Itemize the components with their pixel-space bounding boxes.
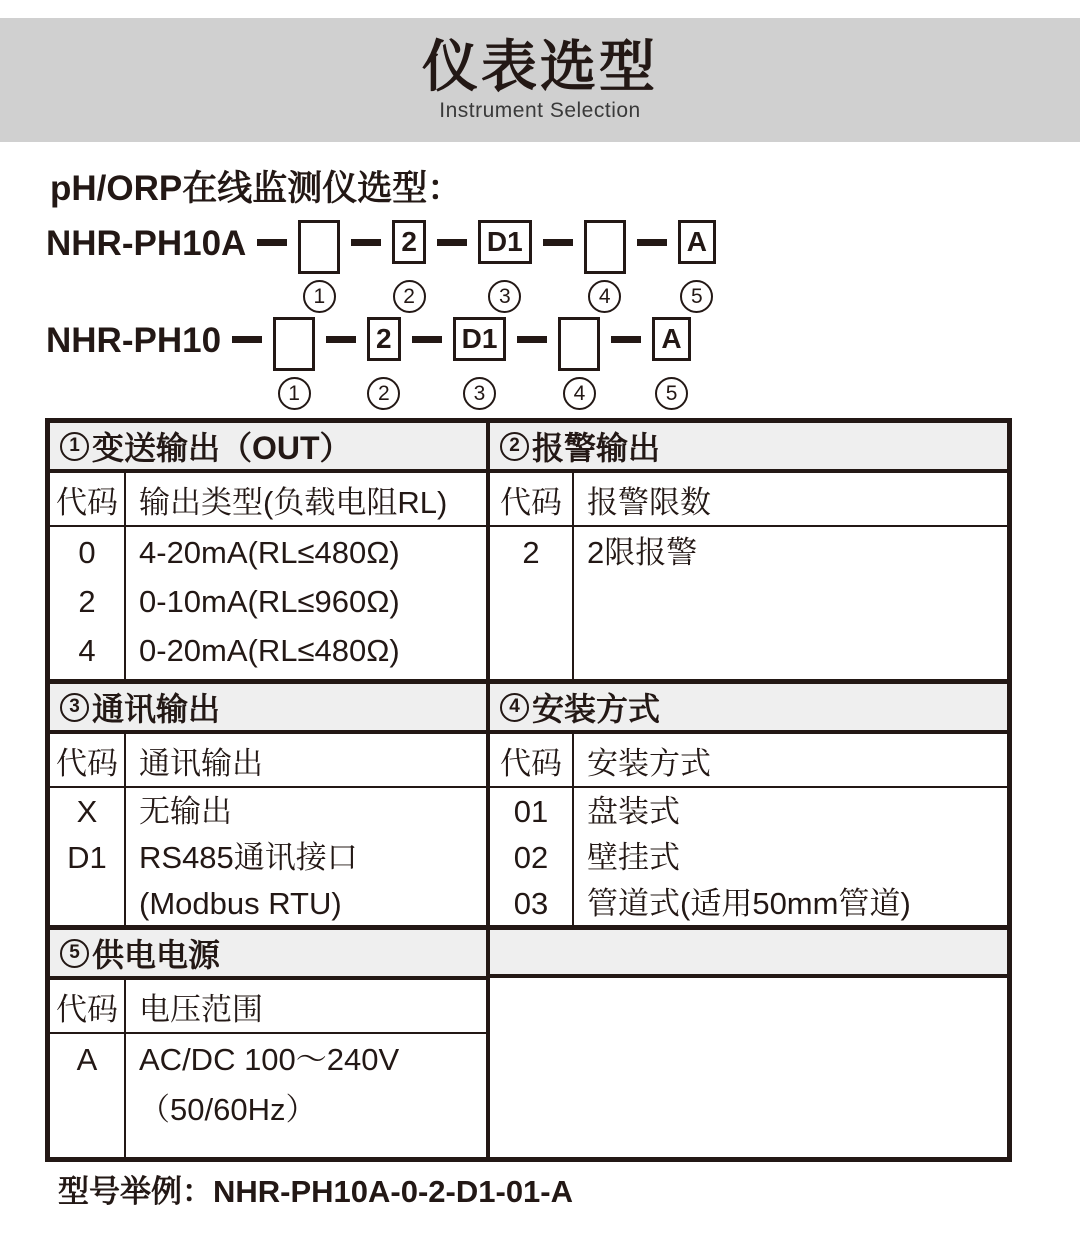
- code-box: D1: [453, 317, 507, 361]
- desc-values: [574, 788, 1007, 927]
- code-box-area: [478, 220, 532, 276]
- band-data: [490, 788, 1007, 927]
- circled-number-icon: 5: [60, 939, 89, 968]
- dash-separator: [611, 336, 641, 343]
- desc-value: (Modbus RTU): [139, 886, 342, 921]
- dash-separator: [412, 336, 442, 343]
- code-box: 2: [367, 317, 401, 361]
- band-title: 安装方式: [532, 691, 661, 727]
- code-box: D1: [478, 220, 532, 264]
- code-slot-4: [584, 220, 626, 313]
- band-section-empty: [486, 930, 1007, 1157]
- circled-number-icon: 3: [463, 377, 496, 410]
- code-column-header: 代码: [490, 473, 574, 525]
- circled-number-icon: 2: [500, 432, 529, 461]
- code-slot-1: [273, 317, 315, 410]
- code-box-area: [678, 220, 716, 276]
- desc-column-header: 电压范围: [139, 991, 263, 1027]
- code-value: 01: [513, 794, 549, 829]
- code-box: [273, 317, 315, 371]
- circled-number-icon: 5: [680, 280, 713, 313]
- model-code-diagram: [0, 220, 1080, 410]
- code-box: [298, 220, 340, 274]
- dash-separator: [543, 239, 573, 246]
- desc-column-header: 通讯输出: [139, 745, 263, 781]
- dash-separator: [637, 239, 667, 246]
- circled-number-icon: 1: [303, 280, 336, 313]
- band-header: [50, 684, 486, 734]
- band-header: [50, 930, 486, 980]
- circled-number-icon: 3: [488, 280, 521, 313]
- band-section-power-supply: [50, 930, 486, 1157]
- code-slot-3: [478, 220, 532, 313]
- column-headers: [50, 734, 486, 788]
- desc-value: 2限报警: [587, 535, 698, 570]
- circled-number-icon: 1: [60, 432, 89, 461]
- band-data: [50, 1034, 486, 1157]
- page-header: [0, 18, 1080, 142]
- desc-value: RS485通讯接口: [139, 840, 358, 875]
- desc-column-header: 安装方式: [587, 745, 711, 781]
- circled-number-icon: 4: [500, 693, 529, 722]
- code-values: [50, 788, 126, 927]
- circled-number-icon: 4: [588, 280, 621, 313]
- desc-values: [126, 527, 486, 679]
- circled-number-icon: 4: [563, 377, 596, 410]
- code-box: A: [678, 220, 716, 264]
- code-slot-3: [453, 317, 507, 410]
- code-column-header: 代码: [50, 734, 126, 786]
- code-value: [50, 881, 124, 927]
- code-value: 2: [78, 584, 96, 619]
- code-value: 4: [78, 633, 96, 668]
- selection-table: [45, 418, 1012, 1162]
- code-slot-5: [652, 317, 690, 410]
- desc-value: 盘装式: [587, 794, 680, 829]
- desc-value: 壁挂式: [587, 840, 680, 875]
- code-box-area: [584, 220, 626, 276]
- code-column-header: 代码: [50, 980, 126, 1032]
- empty-cell: [490, 978, 1007, 1157]
- column-headers: [490, 734, 1007, 788]
- desc-column-header: 报警限数: [587, 484, 711, 520]
- code-value: 0: [78, 535, 96, 570]
- desc-value: （50/60Hz）: [139, 1092, 317, 1127]
- code-box-area: [367, 317, 401, 373]
- code-slot-2: [392, 220, 426, 313]
- code-column-header: 代码: [490, 734, 574, 786]
- code-box: [584, 220, 626, 274]
- code-box-area: [298, 220, 340, 276]
- band-title: 报警输出: [532, 430, 661, 466]
- code-slot-1: [298, 220, 340, 313]
- code-value: 2: [522, 535, 540, 570]
- band-header-empty: [490, 930, 1007, 978]
- band-section-transmit-output: [50, 423, 486, 679]
- dash-separator: [351, 239, 381, 246]
- code-value: 02: [513, 840, 549, 875]
- band-title: 变送输出（OUT）: [92, 430, 352, 466]
- code-slot-2: [367, 317, 401, 410]
- desc-value: 管道式(适用50mm管道): [587, 886, 911, 921]
- table-band-3: [50, 925, 1007, 1157]
- dash-separator: [517, 336, 547, 343]
- dash-separator: [232, 336, 262, 343]
- code-column-header: 代码: [50, 473, 126, 525]
- desc-value: 4-20mA(RL≤480Ω): [139, 535, 400, 570]
- desc-values: [574, 527, 1007, 679]
- model-name: NHR-PH10A: [46, 224, 247, 263]
- code-values: [50, 527, 126, 679]
- dash-separator: [437, 239, 467, 246]
- code-value: A: [76, 1042, 98, 1077]
- band-header: [490, 684, 1007, 734]
- code-slot-5: [678, 220, 716, 313]
- band-section-mounting-style: [486, 684, 1007, 925]
- code-box-area: [273, 317, 315, 373]
- code-box: A: [652, 317, 690, 361]
- desc-value: 0-10mA(RL≤960Ω): [139, 584, 400, 619]
- code-value: 03: [513, 886, 549, 921]
- desc-values: [126, 788, 486, 927]
- code-box-area: [652, 317, 690, 373]
- section-heading: pH/ORP在线监测仪选型：: [50, 169, 463, 208]
- band-header: [50, 423, 486, 473]
- page-title: 仪表选型: [422, 35, 658, 98]
- band-title: 供电电源: [92, 937, 221, 973]
- desc-value: AC/DC 100～240V: [139, 1042, 400, 1077]
- dash-separator: [257, 239, 287, 246]
- code-box: 2: [392, 220, 426, 264]
- code-slot-4: [558, 317, 600, 410]
- code-value: D1: [67, 840, 107, 875]
- column-headers: [50, 980, 486, 1034]
- band-data: [490, 527, 1007, 679]
- desc-column-header: 输出类型(负载电阻RL): [139, 484, 448, 520]
- dash-separator: [326, 336, 356, 343]
- table-band-2: [50, 679, 1007, 925]
- model-row-nhr-ph10a: [46, 220, 1080, 313]
- code-value: X: [76, 794, 98, 829]
- code-box-area: [558, 317, 600, 373]
- column-headers: [490, 473, 1007, 527]
- desc-values: [126, 1034, 486, 1157]
- circled-number-icon: 2: [393, 280, 426, 313]
- circled-number-icon: 5: [655, 377, 688, 410]
- model-example-text: 型号举例：NHR-PH10A-0-2-D1-01-A: [58, 1174, 574, 1209]
- model-row-nhr-ph10: [46, 317, 1080, 410]
- code-values: [490, 527, 574, 679]
- band-data: [50, 527, 486, 679]
- desc-value: 0-20mA(RL≤480Ω): [139, 633, 400, 668]
- code-value: [50, 1085, 124, 1135]
- page-subtitle: Instrument Selection: [439, 99, 641, 122]
- model-example-line: [58, 1172, 1080, 1212]
- table-band-1: [50, 423, 1007, 679]
- circled-number-icon: 2: [367, 377, 400, 410]
- band-section-communication-output: [50, 684, 486, 925]
- band-section-alarm-output: [486, 423, 1007, 679]
- model-name: NHR-PH10: [46, 321, 222, 360]
- code-box-area: [392, 220, 426, 276]
- code-box: [558, 317, 600, 371]
- band-title: 通讯输出: [92, 691, 221, 727]
- band-header: [490, 423, 1007, 473]
- circled-number-icon: 3: [60, 693, 89, 722]
- band-data: [50, 788, 486, 927]
- column-headers: [50, 473, 486, 527]
- code-values: [50, 1034, 126, 1157]
- code-box-area: [453, 317, 507, 373]
- desc-value: 无输出: [139, 794, 232, 829]
- code-values: [490, 788, 574, 927]
- circled-number-icon: 1: [278, 377, 311, 410]
